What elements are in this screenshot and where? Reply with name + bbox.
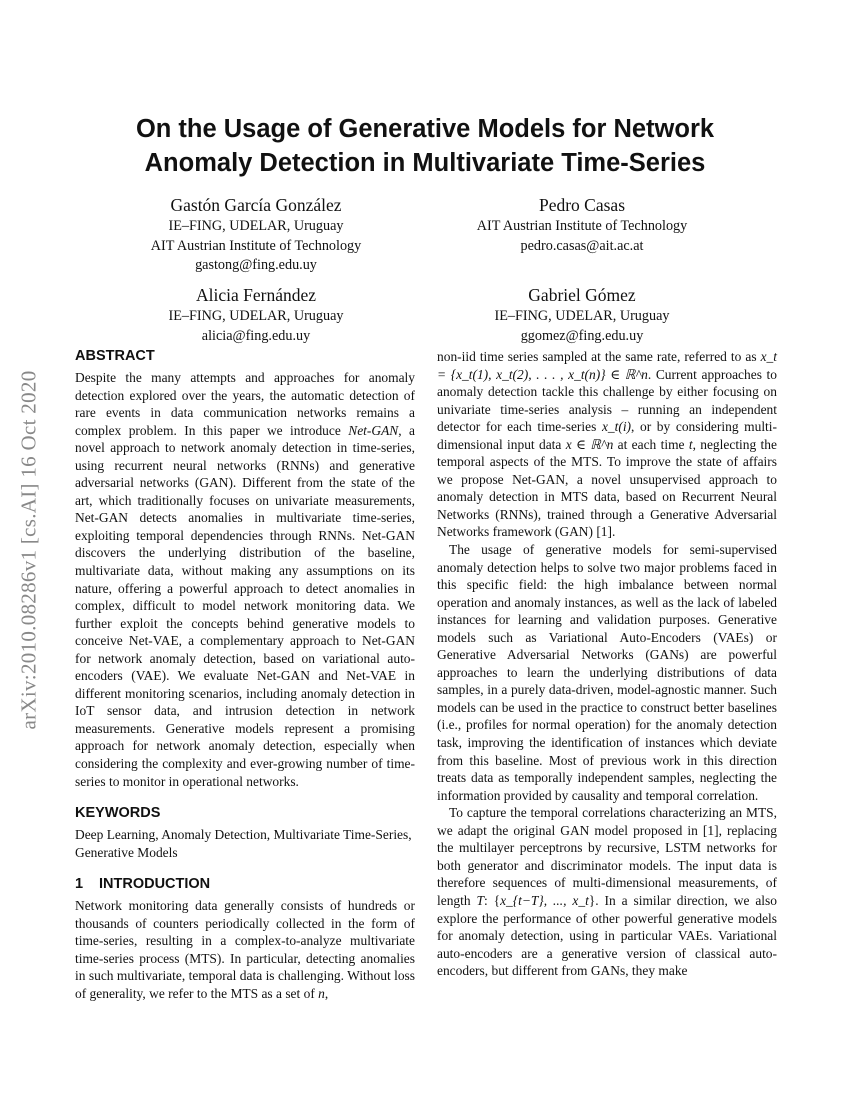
author-email: pedro.casas@ait.ac.at (520, 237, 644, 254)
intro-paragraph-3 (437, 804, 777, 979)
author-block-2 (422, 193, 742, 256)
author-affiliation: AIT Austrian Institute of Technology (150, 237, 362, 254)
intro-paragraph-2: The usage of generative models for semi-supervised anomaly detection helps to solve two major problems faced in this specific field: the high imbalance between normal operation and anomaly instances, as well as the lack of labeled instances for learning and validation purposes. Generative models such as Variational Auto-Encoders (VAEs) or Generative Adversarial Networks (GANs) are powerful approaches to learn the underlying distributions of data samples, in a purely data-driven, model-agnostic manner. Such models can be used in the practice to construct better baselines (i.e., profiles for normal operation) for the anomaly detection task, improving the identification of instances which deviate from this baseline. Most of previous work in this direction treats data as temporally independent samples, neglecting the information provided by causality and temporal correlation. (437, 542, 777, 803)
author-email: gastong@fing.edu.uy (195, 257, 317, 273)
para-text: To capture the temporal correlations characterizing an MTS, we adapt the original GAN model proposed in [1], replacing the multilayer perceptrons by recursive, LSTM networks for both generator and discriminator models. The input data is therefore sequences of multi-dimensional measurements, of length (437, 805, 777, 908)
paper-title (80, 112, 770, 180)
arxiv-side-stamp (2, 300, 56, 800)
math-variable: t (688, 436, 693, 452)
left-column (75, 347, 415, 1003)
para-text: , neglecting the temporal aspects of the MTS. To improve the state of affairs we propose Net-GAN, a novel unsupervised approach to anomaly detection in MTS data, based on Recurrent Neural Networks (RNNs), trained through a Generative Adversarial Networks framework (GAN) [1]. (437, 436, 777, 540)
author-affiliation: IE–FING, UDELAR, Uruguay (494, 308, 670, 324)
para-text: at each time (613, 436, 689, 452)
introduction-heading (75, 875, 415, 894)
abstract-heading: ABSTRACT (75, 348, 155, 364)
arxiv-identifier: arXiv:2010.08286v1 [cs.AI] 16 Oct 2020 (16, 370, 41, 730)
para-text: non-iid time series sampled at the same rate, referred to as (437, 349, 761, 364)
abstract-text (75, 369, 415, 790)
math-expression: x_{t−T}, ..., x_t (500, 892, 589, 908)
author-name: Pedro Casas (538, 195, 626, 215)
author-affiliation: IE–FING, UDELAR, Uruguay (168, 308, 344, 324)
abstract-text-part: Despite the many attempts and approaches for anomaly detection explored over the years, the automatic detection of rare events in data communication networks remains a complex problem. In this paper we introduce (75, 370, 415, 438)
author-name: Gastón García González (170, 195, 342, 215)
section-title: INTRODUCTION (99, 876, 211, 893)
author-block-1 (96, 193, 416, 276)
math-expression: x_t = {x_t(1), x_t(2), . . . , x_t(n)} ∈ ℝ^n (437, 349, 777, 382)
author-email: alicia@fing.edu.uy (201, 327, 311, 344)
section-number: 1 (75, 876, 84, 893)
keywords-text: Deep Learning, Anomaly Detection, Multivariate Time-Series, Generative Models (75, 827, 412, 860)
math-variable: T (476, 892, 484, 908)
para-text: , or by considering multi-dimensional input data (437, 419, 777, 452)
right-column (437, 348, 777, 980)
keywords-heading: KEYWORDS (75, 805, 161, 822)
abstract-text-part: , a novel approach to network anomaly detection in time-series, using recurrent neural networks (RNNs) and generative adversarial networks (GAN). Different from the state of the art, which traditionally focuses on univariate measurements, Net-GAN detects anomalies in multivariate time-series, exploiting temporal dependencies through RNNs. Net-GAN discovers the underlying distribution of the baseline, multivariate data, without making any assumptions on its nature, offering a powerful approach to detect anomalies in complex, difficult to model network monitoring data. We further exploit the concepts behind generative models to conceive Net-VAE, a complementary approach to Net-GAN for network anomaly detection, based on variational auto-encoders (VAE). We evaluate Net-GAN and Net-VAE in different monitoring scenarios, including anomaly detection in IoT sensor data, and intrusion detection in network measurements. Generative models represent a promising approach for network anomaly detection, especially when considering the complexity and ever-growing number of time-series to monitor in operational networks. (75, 422, 415, 789)
author-affiliation: IE–FING, UDELAR, Uruguay (168, 218, 344, 234)
author-email: ggomez@fing.edu.uy (520, 327, 644, 344)
title-line-2: Anomaly Detection in Multivariate Time-Series (144, 149, 706, 177)
math-expression: x_t(i) (601, 419, 632, 435)
introduction-paragraph (75, 897, 415, 1002)
author-block-4 (422, 283, 742, 346)
math-expression: x ∈ ℝ^n (565, 436, 614, 452)
author-name: Alicia Fernández (195, 285, 316, 305)
para-text: . Current approaches to anomaly detection tackle this challenge by either focusing on univariate time-series analysis – running an independent detector for each time-series (437, 366, 777, 435)
para-text: }. In a similar direction, we also explore the performance of other powerful generative models for anomaly detection, using in particular VAEs. Variational auto-encoders are a generative version of classical auto-encoders, but different from GANs, they make (437, 892, 777, 979)
intro-text-end: , (324, 985, 329, 1001)
intro-text: Network monitoring data generally consists of hundreds or thousands of counters periodically collected in the form of time-series, resulting in a complex-to-analyze multivariate time-series process (MTS). In particular, detecting anomalies in such multivariate, temporal data is challenging. Without loss of generality, we refer to the MTS as a set of (75, 898, 415, 1001)
title-line-1: On the Usage of Generative Models for Network (135, 115, 715, 143)
para-text: : { (483, 892, 501, 908)
author-name: Gabriel Gómez (528, 285, 636, 305)
author-block-3 (96, 283, 416, 346)
abstract-emphasis: Net-GAN (348, 422, 399, 438)
intro-paragraph-continued (437, 348, 777, 541)
author-affiliation: AIT Austrian Institute of Technology (476, 218, 688, 234)
math-variable: n (318, 985, 325, 1001)
